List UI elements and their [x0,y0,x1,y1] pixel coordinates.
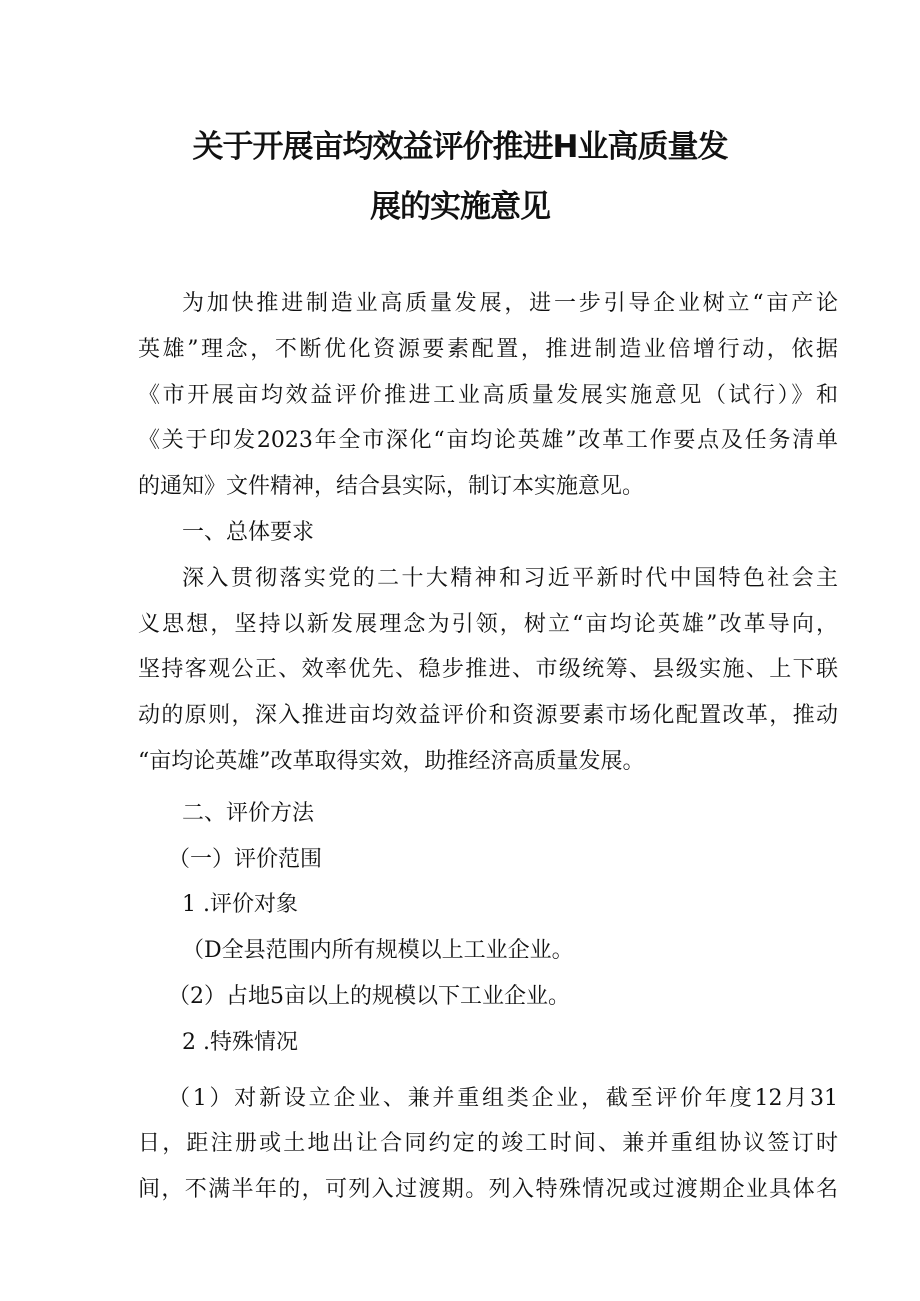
list-item-heading: 2 .特殊情况 [182,1029,298,1055]
paragraph-line: 的通知》文件精神，结合县实际，制订本实施意见。 [138,474,645,500]
document-body [138,281,838,1213]
paragraph-line: 《关于印发2023年全市深化“亩均论英雄”改革工作要点及任务清单 [138,428,838,454]
paragraph-line: 义思想，坚持以新发展理念为引领，树立“亩均论英雄”改革导向， [138,611,838,637]
paragraph-line: 为加快推进制造业高质量发展，进一步引导企业树立“亩产论 [182,291,838,316]
section-heading: 一、总体要求 [182,519,315,545]
list-item: （D全县范围内所有规模以上工业企业。 [182,938,574,964]
paragraph-line: （1）对新设立企业、兼并重组类企业，截至评价年度12月31 [168,1085,838,1111]
paragraph-line: 间，不满半年的，可列入过渡期。列入特殊情况或过渡期企业具体名 [138,1177,838,1203]
list-item: （2）占地5亩以上的规模以下工业企业。 [168,983,570,1009]
paragraph-line: “亩均论英雄”改革取得实效，助推经济高质量发展。 [138,748,645,774]
paragraph-line: 日，距注册或土地出让合同约定的竣工时间、兼并重组协议签订时 [138,1131,838,1157]
paragraph-line: 《市开展亩均效益评价推进工业高质量发展实施意见（试行）》和 [138,382,838,408]
paragraph-line: 动的原则，深入推进亩均效益评价和资源要素市场化配置改革，推动 [138,703,838,729]
document-title-line-1: 关于开展亩均效益评价推进H业高质量发 [192,129,728,165]
document-title-line-2: 展的实施意见 [370,189,550,225]
paragraph-line: 英雄”理念，不断优化资源要素配置，推进制造业倍增行动，依据 [138,336,838,362]
list-item-heading: 1 .评价对象 [182,892,298,918]
paragraph-line: 深入贯彻落实党的二十大精神和习近平新时代中国特色社会主 [182,565,838,591]
section-heading: 二、评价方法 [182,800,315,826]
subsection-heading: （一）评价范围 [168,846,323,872]
paragraph-line: 坚持客观公正、效率优先、稳步推进、市级统筹、县级实施、上下联 [138,657,838,683]
